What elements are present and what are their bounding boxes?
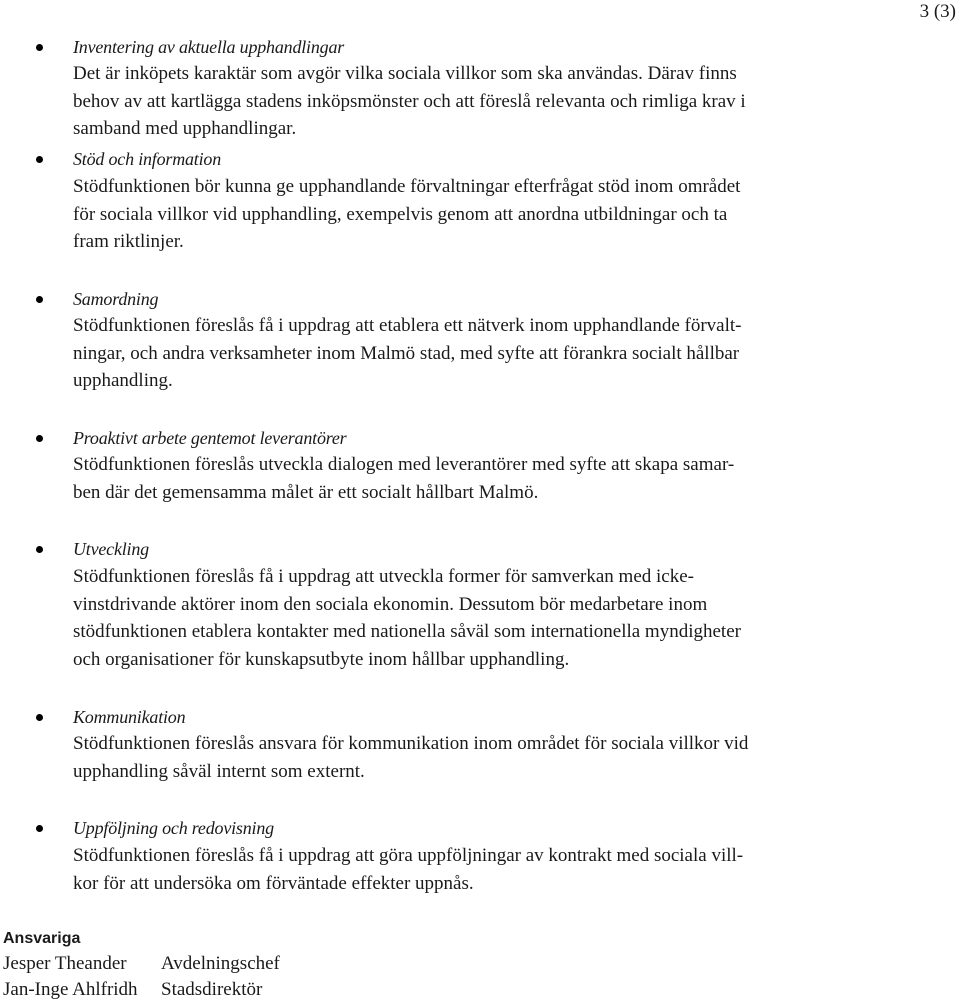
bullet-icon (36, 156, 43, 163)
item-body (73, 563, 893, 673)
responsible-row (3, 951, 280, 977)
body-line: och organisationer för kunskapsutbyte inom hållbar upphandling. (73, 648, 570, 670)
body-line: Stödfunktionen föreslås få i uppdrag att göra uppföljningar av kontrakt med sociala vill- (73, 845, 744, 866)
item-heading: Inventering av aktuella upphandlingar (73, 37, 345, 57)
item-heading: Utveckling (73, 539, 149, 559)
item-heading: Kommunikation (73, 707, 186, 727)
body-line: behov av att kartlägga stadens inköpsmönster och att föreslå relevanta och rimliga krav i (73, 90, 746, 112)
body-line: upphandling. (73, 370, 173, 391)
body-line: samband med upphandlingar. (73, 118, 297, 139)
item-heading: Samordning (73, 289, 159, 309)
body-line: Stödfunktionen föreslås få i uppdrag att etablera ett nätverk inom upphandlande förvalt- (73, 315, 742, 336)
body-line: fram riktlinjer. (73, 231, 184, 252)
bullet-icon (36, 435, 43, 442)
item-body (73, 730, 893, 785)
item-heading: Stöd och information (73, 149, 221, 169)
item-body (73, 173, 893, 256)
item-heading: Proaktivt arbete gentemot leverantörer (73, 428, 347, 448)
body-line: för sociala villkor vid upphandling, exempelvis genom att anordna utbildningar och ta (73, 203, 728, 225)
person-name: Jesper Theander (3, 953, 127, 974)
body-line: Stödfunktionen föreslås utveckla dialogen med leverantörer med syfte att skapa samar- (73, 454, 735, 475)
body-line: Det är inköpets karaktär som avgör vilka sociala villkor som ska användas. Därav finns (73, 63, 737, 84)
bullet-icon (36, 546, 43, 553)
body-line: Stödfunktionen bör kunna ge upphandlande förvaltningar efterfrågat stöd inom området (73, 176, 741, 197)
body-line: kor för att undersöka om förväntade effekter uppnås. (73, 872, 474, 894)
responsible-heading: Ansvariga (3, 930, 81, 947)
body-line: Stödfunktionen föreslås få i uppdrag att utveckla former för samverkan med icke- (73, 566, 694, 587)
item-heading: Uppföljning och redovisning (73, 818, 274, 838)
body-line: vinstdrivande aktörer inom den sociala ekonomin. Dessutom bör medarbetare inom (73, 593, 708, 615)
bullet-icon (36, 714, 43, 721)
item-body (73, 60, 893, 143)
item-body (73, 842, 893, 897)
body-line: ben där det gemensamma målet är ett socialt hållbart Malmö. (73, 481, 539, 503)
body-line: Stödfunktionen föreslås ansvara för kommunikation inom området för sociala villkor vid (73, 733, 749, 754)
body-line: ningar, och andra verksamheter inom Malmö stad, med syfte att förankra socialt hållbar (73, 342, 740, 364)
bullet-icon (36, 44, 43, 51)
body-line: stödfunktionen etablera kontakter med nationella såväl som internationella myndigheter (73, 621, 741, 642)
person-role: Avdelningschef (161, 953, 280, 974)
bullet-icon (36, 825, 43, 832)
page-number: 3 (3) (919, 1, 956, 22)
person-role: Stadsdirektör (161, 979, 263, 1000)
bullet-icon (36, 296, 43, 303)
person-name: Jan-Inge Ahlfridh (3, 979, 138, 1000)
body-line: upphandling såväl internt som externt. (73, 760, 365, 782)
responsible-row (3, 977, 262, 1003)
item-body (73, 451, 893, 506)
item-body (73, 312, 893, 395)
